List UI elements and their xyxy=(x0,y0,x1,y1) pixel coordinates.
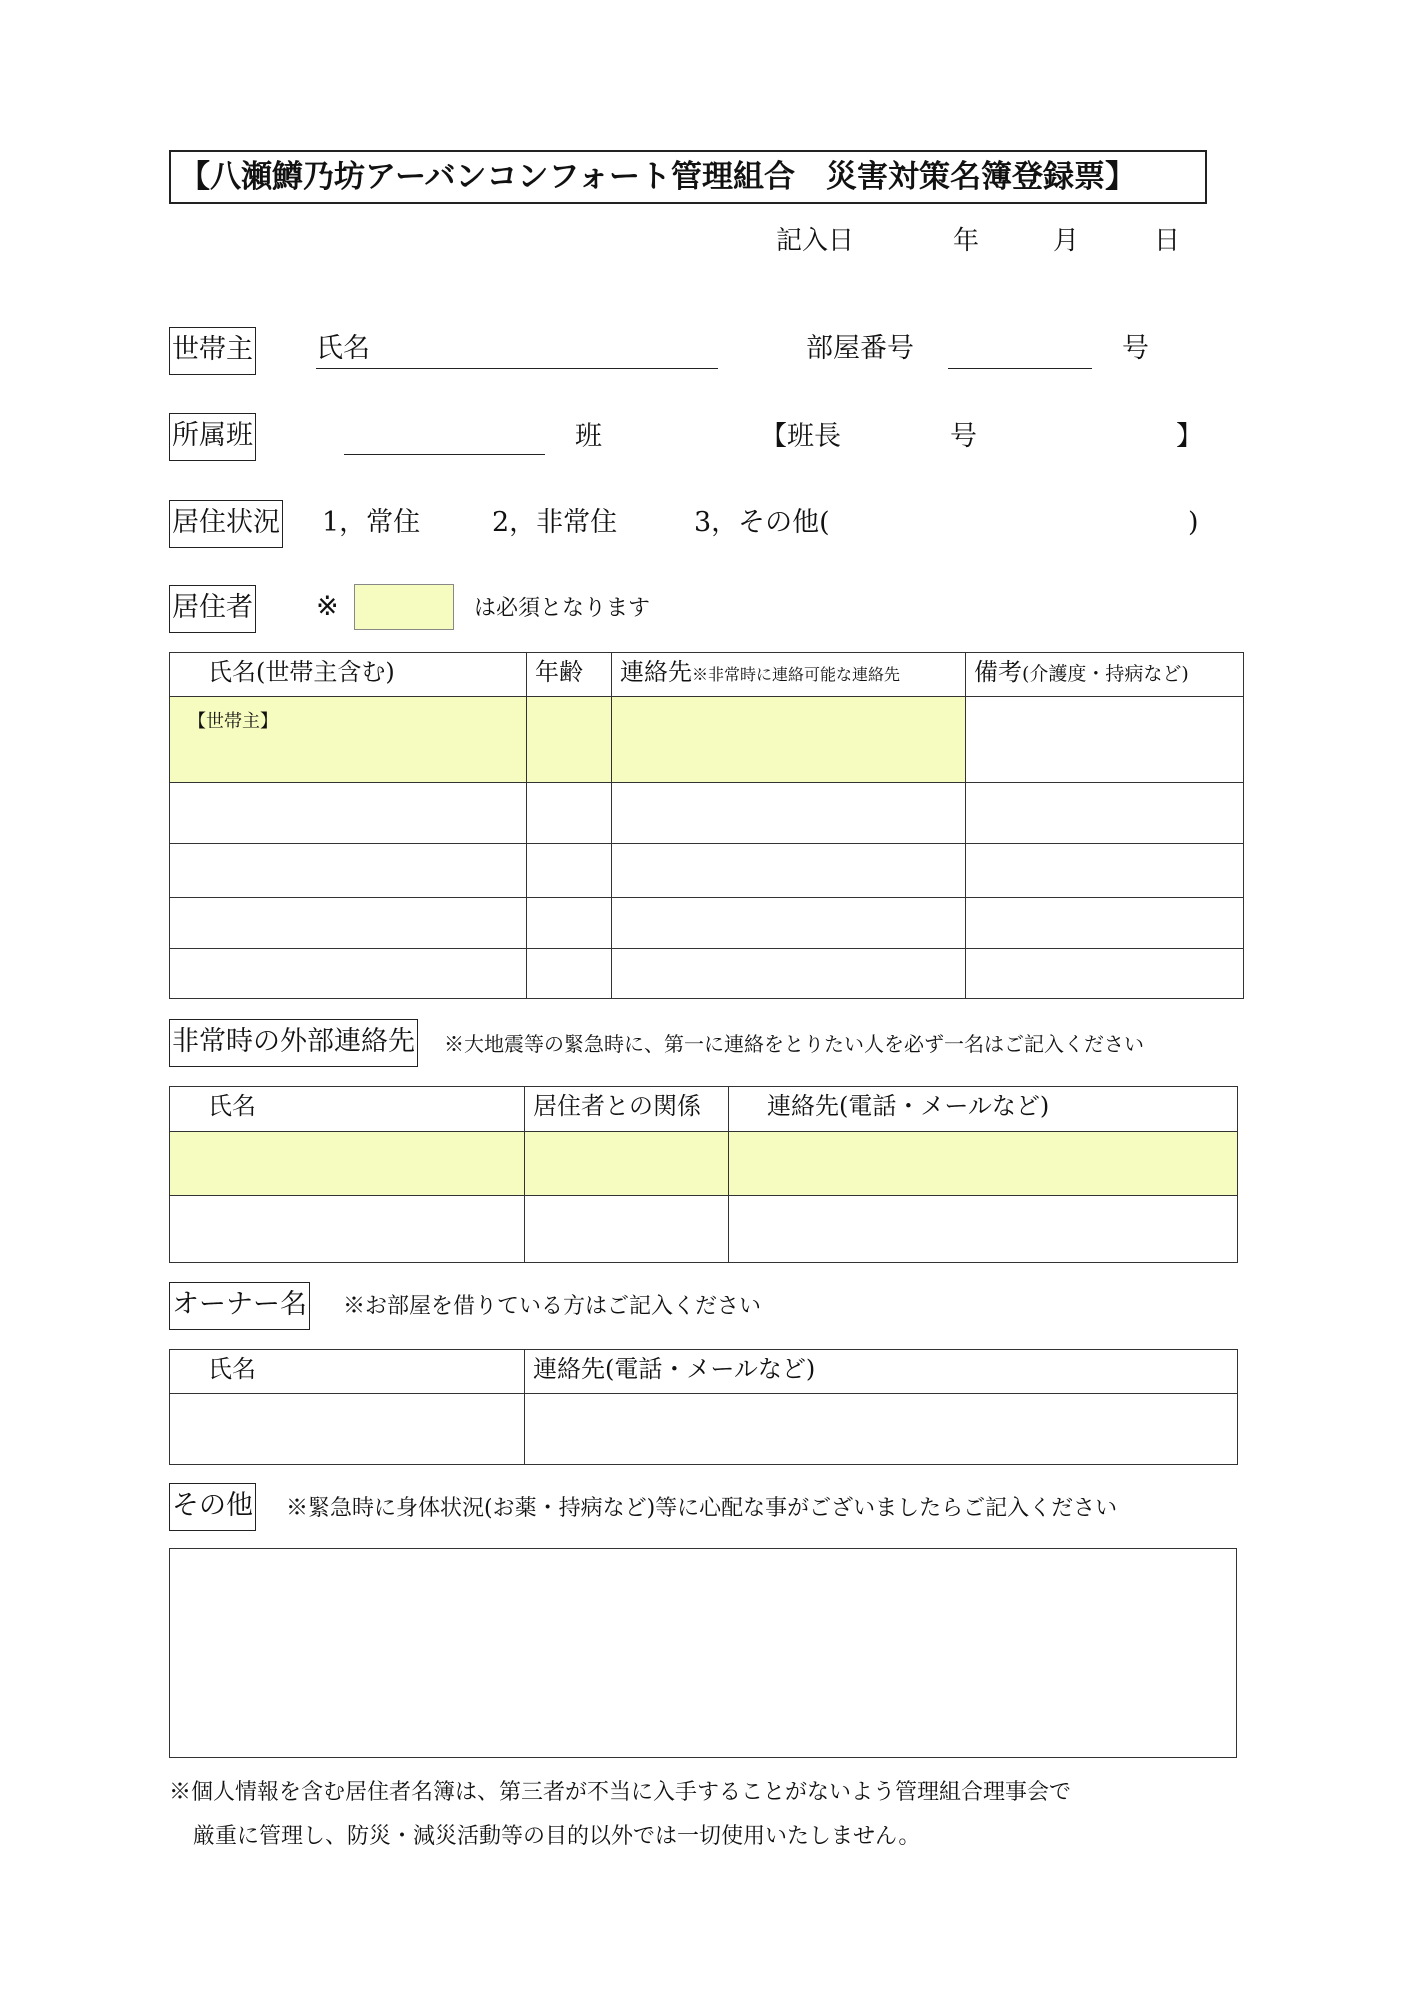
room-number-field[interactable] xyxy=(948,368,1092,369)
other-note: ※緊急時に身体状況(お薬・持病など)等に心配な事がございましたらご記入ください xyxy=(286,1496,1118,1521)
group-leader-close: 】 xyxy=(1176,421,1203,452)
resident-name-cell[interactable] xyxy=(170,898,527,949)
form-title: 【八瀬鱒乃坊アーバンコンフォート管理組合 災害対策名簿登録票】 xyxy=(169,150,1207,204)
other-notes-field[interactable] xyxy=(169,1548,1237,1758)
owner-note: ※お部屋を借りている方はご記入ください xyxy=(343,1294,762,1319)
resident-contact-cell[interactable] xyxy=(612,844,966,898)
residents-header-contact xyxy=(612,653,966,697)
table-row xyxy=(170,844,1244,898)
group-suffix: 班 xyxy=(575,421,602,452)
owner-header-name: 氏名 xyxy=(170,1350,525,1394)
residents-header-name: 氏名(世帯主含む) xyxy=(170,653,527,697)
residents-header-remarks-text: 備考 xyxy=(974,658,1022,686)
date-label: 記入日 xyxy=(776,226,855,256)
emergency-header-name: 氏名 xyxy=(170,1087,525,1132)
table-row xyxy=(170,1196,1238,1263)
residence-option-other[interactable]: 3，その他( xyxy=(694,507,830,538)
resident-remarks-cell[interactable] xyxy=(966,844,1244,898)
room-number-label: 部屋番号 xyxy=(806,333,914,364)
emergency-header-relation: 居住者との関係 xyxy=(525,1087,729,1132)
group-leader-label: 【班長 xyxy=(760,421,841,452)
residents-header-contact-note: ※非常時に連絡可能な連絡先 xyxy=(692,665,901,684)
resident-remarks-cell[interactable] xyxy=(966,898,1244,949)
residents-section-label: 居住者 xyxy=(169,585,256,633)
required-note: は必須となります xyxy=(474,596,651,621)
resident-contact-cell[interactable] xyxy=(612,783,966,844)
resident-age-cell[interactable] xyxy=(527,898,612,949)
required-color-swatch xyxy=(354,584,454,630)
resident-remarks-cell[interactable] xyxy=(966,783,1244,844)
required-mark: ※ xyxy=(316,591,339,622)
residents-table xyxy=(169,652,1244,999)
privacy-note-line1: ※個人情報を含む居住者名簿は、第三者が不当に入手することがないよう管理組合理事会で xyxy=(169,1780,1072,1805)
table-row xyxy=(170,783,1244,844)
table-row xyxy=(170,898,1244,949)
residents-header-row xyxy=(170,653,1244,697)
room-number-suffix: 号 xyxy=(1122,333,1149,364)
owner-table xyxy=(169,1349,1238,1465)
resident-age-cell[interactable] xyxy=(527,783,612,844)
group-leader-room-suffix: 号 xyxy=(950,421,977,452)
residence-option-permanent[interactable]: 1，常住 xyxy=(322,507,421,538)
table-row xyxy=(170,1394,1238,1465)
table-row xyxy=(170,697,1244,783)
date-month-label: 月 xyxy=(1053,226,1080,256)
emergency-relation-cell[interactable] xyxy=(525,1196,729,1263)
residence-other-close: ) xyxy=(1188,507,1199,538)
table-row xyxy=(170,949,1244,999)
residence-section-label: 居住状況 xyxy=(169,500,283,548)
householder-section-label: 世帯主 xyxy=(169,327,256,375)
emergency-contact-cell[interactable] xyxy=(729,1196,1238,1263)
residents-header-remarks-note: (介護度・持病など) xyxy=(1022,663,1189,685)
householder-name-field[interactable] xyxy=(316,368,718,369)
resident-age-cell[interactable] xyxy=(527,844,612,898)
resident-name-cell[interactable] xyxy=(170,844,527,898)
resident-remarks-cell[interactable] xyxy=(966,697,1244,783)
resident-name-cell[interactable] xyxy=(170,949,527,999)
resident-contact-cell[interactable] xyxy=(612,898,966,949)
resident-remarks-cell[interactable] xyxy=(966,949,1244,999)
owner-section-label: オーナー名 xyxy=(169,1282,310,1330)
resident-age-cell[interactable] xyxy=(527,949,612,999)
emergency-section-label: 非常時の外部連絡先 xyxy=(169,1019,418,1067)
residents-header-contact-text: 連絡先 xyxy=(620,658,692,686)
date-day-label: 日 xyxy=(1154,226,1181,256)
residence-option-nonpermanent[interactable]: 2，非常住 xyxy=(492,507,618,538)
residents-header-remarks xyxy=(966,653,1244,697)
owner-header-row xyxy=(170,1350,1238,1394)
emergency-header-row xyxy=(170,1087,1238,1132)
date-year-label: 年 xyxy=(953,226,980,256)
emergency-table xyxy=(169,1086,1238,1263)
emergency-header-contact: 連絡先(電話・メールなど) xyxy=(729,1087,1238,1132)
resident-name-cell[interactable] xyxy=(170,783,527,844)
group-section-label: 所属班 xyxy=(169,413,256,461)
owner-name-cell[interactable] xyxy=(170,1394,525,1465)
owner-contact-cell[interactable] xyxy=(525,1394,1238,1465)
privacy-note-line2: 厳重に管理し、防災・減災活動等の目的以外では一切使用いたしません。 xyxy=(193,1824,921,1849)
resident-age-cell[interactable] xyxy=(527,697,612,783)
emergency-name-cell[interactable] xyxy=(170,1196,525,1263)
emergency-contact-cell[interactable] xyxy=(729,1132,1238,1196)
other-section-label: その他 xyxy=(169,1483,256,1531)
resident-contact-cell[interactable] xyxy=(612,697,966,783)
resident-name-cell[interactable] xyxy=(170,697,527,783)
group-number-field[interactable] xyxy=(344,454,545,455)
residents-header-age: 年齢 xyxy=(527,653,612,697)
table-row xyxy=(170,1132,1238,1196)
householder-tag: 【世帯主】 xyxy=(188,711,278,732)
resident-contact-cell[interactable] xyxy=(612,949,966,999)
emergency-name-cell[interactable] xyxy=(170,1132,525,1196)
emergency-relation-cell[interactable] xyxy=(525,1132,729,1196)
emergency-note: ※大地震等の緊急時に、第一に連絡をとりたい人を必ず一名はご記入ください xyxy=(444,1032,1144,1056)
householder-name-label: 氏名 xyxy=(316,333,370,364)
owner-header-contact: 連絡先(電話・メールなど) xyxy=(525,1350,1238,1394)
